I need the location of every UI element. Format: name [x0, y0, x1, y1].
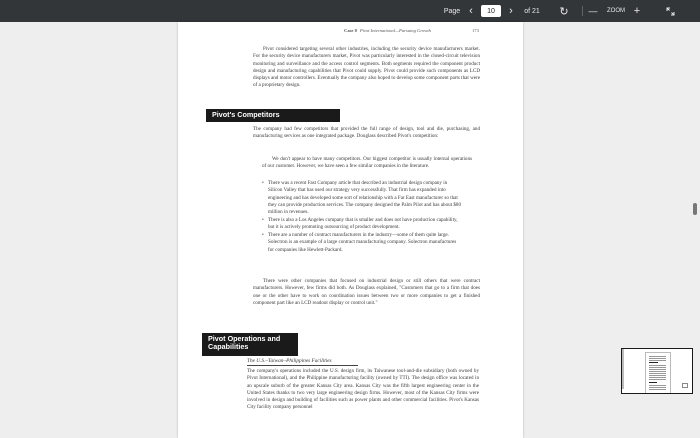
- running-header: [178, 28, 523, 38]
- list-item: • There was a recent Fast Company article that described an industrial design company in Silicon Valley that has used our strategy very successfully. That firm has expanded into engineering and has developed some sort of relationship with a Far East manufacturer so that they can provide production services. The company designed the Palm Pilot and has about $80 million in revenues.: [262, 180, 462, 216]
- next-page-button[interactable]: [506, 0, 516, 22]
- page-label: Page: [443, 7, 461, 15]
- intro-paragraph: Pivot considered targeting several other industries, including the security device manufacturers market. For the security device manufacturers market, Pivot was particularly interested in the closed-circuit television monitoring and surveillance and the access control segments. Both segments required the component product design and manufacturing capabilities that Pivot could supply. Pivot could provide such components as LCD displays and motor controllers. Eventually the company also hoped to develop some component parts that were of a proprietary design.: [253, 46, 480, 89]
- list-item: • There are a number of contract manufacturers in the industry—some of them quite large. Solectron is an example of a large contract manufacturing company. Solectron manufactures for companies like Hewlett-Packard.: [262, 232, 462, 254]
- pdf-toolbar: [0, 0, 700, 22]
- competitors-paragraph: The company had few competitors that provided the full range of design, tool and die, purchasing, and manufacturing services as one integrated package. Douglass described Pivot's competition:: [253, 126, 480, 140]
- chevron-left-icon: ‹: [469, 5, 473, 17]
- list-item: • There is also a Los Angeles company that is smaller and does not have production capability, but it is actively promoting outsourcing of product development.: [262, 217, 462, 232]
- section-heading-operations: Pivot Operations and Capabilities: [202, 333, 298, 356]
- case-label: Case 8: [344, 28, 357, 33]
- header-title: Pivot International—Pursuing Growth: [359, 28, 431, 33]
- fit-to-page-icon: [666, 7, 675, 16]
- zoom-out-button[interactable]: —: [588, 6, 598, 16]
- page-number: 173: [472, 28, 479, 33]
- thumbnail-expand-icon[interactable]: [682, 383, 688, 388]
- zoom-in-button[interactable]: +: [633, 5, 641, 17]
- quote-paragraph: We don't appear to have many competitors. Our biggest competitor is usually internal operations of our customer. However, we have seen a few similar companies in the literature.: [262, 156, 472, 170]
- zoom-label: ZOOM: [607, 8, 625, 14]
- page-thumbnail-preview[interactable]: [621, 348, 693, 394]
- total-pages-label: of 21: [524, 7, 540, 15]
- document-page: [178, 22, 523, 438]
- chevron-right-icon: ›: [509, 5, 513, 17]
- page-number-input[interactable]: [481, 5, 501, 17]
- fit-page-button[interactable]: [664, 0, 676, 22]
- contract-paragraph: There were other companies that focused on industrial design or still others that were contract manufacturers. However, few firms did both. As Douglass explained, "Customers that go to a firm that does one or the other have to work on coordination issues between two or more companies to get a finished component part like an LCD readout display or control unit.": [253, 278, 480, 306]
- competitor-list: [262, 180, 462, 254]
- facilities-paragraph: The company's operations included the U.S. design firm, its Taiwanese tool-and-die subsidiary (both owned by Pivot International), and the Philippine manufacturing facility (owned by TTI). The design office was located in an upscale suburb of the greater Kansas City area. Kansas City was the fifth largest engineering center in the United States thanks to two very large engineering design firms. However, most of the Kansas City firms were involved in design and building of facilities such as power plants and other commercial facilities. Pivot's Kansas City facility company personnel: [247, 368, 479, 411]
- thumbnail-page: [645, 352, 671, 394]
- scrollbar-thumb[interactable]: [693, 203, 697, 215]
- section-heading-competitors: Pivot's Competitors: [206, 109, 340, 122]
- previous-page-button[interactable]: [466, 0, 476, 22]
- rotate-button[interactable]: [557, 0, 571, 22]
- subheading-facilities: The U.S.–Taiwan–Philippines Facilities: [247, 358, 358, 366]
- rotate-icon: ↻: [559, 5, 569, 18]
- toolbar-divider: [582, 6, 583, 16]
